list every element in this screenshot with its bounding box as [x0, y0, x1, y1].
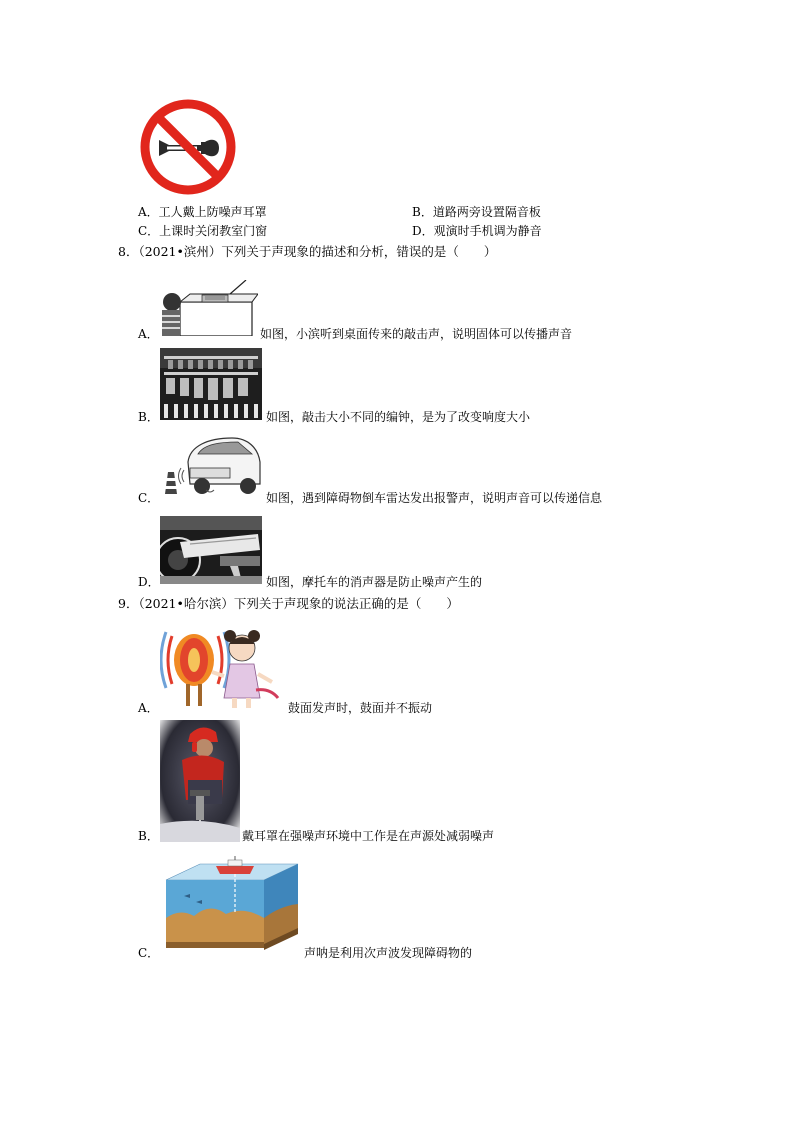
q9-option-b-text: 戴耳罩在强噪声环境中工作是在声源处减弱噪声	[242, 829, 495, 843]
q7-option-b: B．道路两旁设置隔音板	[412, 205, 541, 219]
q8-option-d-letter: D．	[138, 575, 160, 589]
worker-earmuffs-image	[160, 720, 240, 842]
q8-option-d-text: 如图，摩托车的消声器是防止噪声产生的	[266, 575, 483, 589]
reversing-radar-car-image	[160, 432, 262, 500]
q9-option-a-letter: A．	[138, 701, 159, 715]
sonar-ship-image	[160, 856, 302, 954]
q9-option-a-text: 鼓面发声时，鼓面并不振动	[288, 701, 433, 715]
desk-knock-image	[160, 280, 258, 336]
q8-option-c-letter: C．	[138, 491, 160, 505]
q9-stem: 9．（2021•哈尔滨）下列关于声现象的说法正确的是（ ）	[118, 596, 459, 611]
q9-option-b-letter: B．	[138, 829, 159, 843]
q7-option-c: C．上课时关闭教室门窗	[138, 224, 268, 238]
q7-option-d: D．观演时手机调为静音	[412, 224, 542, 238]
q9-option-c-letter: C．	[138, 946, 160, 960]
q9-option-c-text: 声呐是利用次声波发现障碍物的	[304, 946, 473, 960]
q8-option-a-letter: A．	[138, 327, 159, 341]
bianzhong-chimes-image	[160, 348, 262, 420]
q8-stem: 8．（2021•滨州）下列关于声现象的描述和分析，错误的是（ ）	[118, 244, 497, 259]
q7-option-a: A．工人戴上防噪声耳罩	[138, 205, 267, 219]
q8-option-b-text: 如图，敲击大小不同的编钟，是为了改变响度大小	[266, 410, 531, 424]
motorcycle-muffler-image	[160, 516, 262, 584]
q8-option-b-letter: B．	[138, 410, 159, 424]
q8-option-a-text: 如图，小滨听到桌面传来的敲击声，说明固体可以传播声音	[260, 327, 573, 341]
no-horn-sign-image	[139, 98, 237, 196]
girl-drum-image	[160, 624, 284, 712]
q8-option-c-text: 如图，遇到障碍物倒车雷达发出报警声，说明声音可以传递信息	[266, 491, 603, 505]
